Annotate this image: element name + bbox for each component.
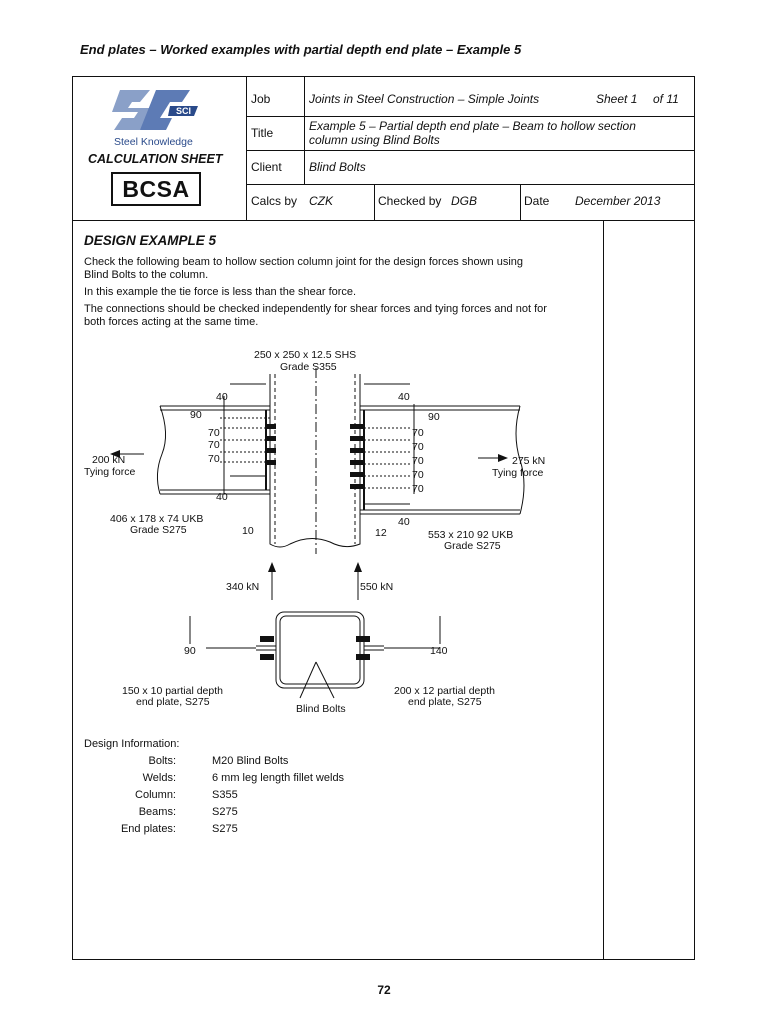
design-info-value: M20 Blind Bolts — [212, 755, 289, 767]
left-tying-force-value: 200 kN — [92, 454, 126, 466]
left-beam-grade: Grade S275 — [130, 524, 187, 536]
plan-left-plate-line2: end plate, S275 — [136, 696, 210, 708]
sheet-total: of 11 — [653, 92, 679, 106]
column-outline — [270, 374, 360, 547]
right-plate-thickness: 12 — [375, 527, 387, 539]
left-beam-section: 406 x 178 x 74 UKB — [110, 513, 204, 525]
client-value: Blind Bolts — [309, 160, 366, 174]
date-label: Date — [524, 194, 550, 208]
right-shear-force: 550 kN — [360, 581, 394, 593]
right-dim-70: 70 — [412, 469, 424, 481]
logo-brand: SCI — [176, 106, 192, 116]
header-rule — [72, 220, 695, 221]
title-value-line1: Example 5 – Partial depth end plate – Beam to hollow section — [309, 119, 636, 133]
design-info-value: S355 — [212, 789, 238, 801]
checked-by-label: Checked by — [378, 194, 442, 208]
calcs-by-label: Calcs by — [251, 194, 298, 208]
header-rule — [246, 116, 695, 117]
paragraph-1-line2: Blind Bolts to the column. — [84, 269, 209, 281]
right-dim-40-top: 40 — [398, 391, 410, 403]
plan-right-plate-line1: 200 x 12 partial depth — [394, 685, 495, 697]
document-title: End plates – Worked examples with partial depth end plate – Example 5 — [80, 42, 522, 57]
design-info-heading: Design Information: — [84, 738, 180, 750]
client-label: Client — [251, 160, 282, 174]
right-dim-70: 70 — [412, 483, 424, 495]
header-rule — [246, 184, 695, 185]
header-divider — [374, 184, 375, 220]
title-label: Title — [251, 126, 274, 140]
right-beam-flanges — [360, 406, 520, 514]
plan-right-plate-line2: end plate, S275 — [408, 696, 482, 708]
right-dim-70: 70 — [412, 441, 424, 453]
calcs-by-value: CZK — [309, 194, 333, 208]
sci-logo — [110, 84, 200, 136]
design-info-value: S275 — [212, 823, 238, 835]
right-dim-70: 70 — [412, 427, 424, 439]
left-dim-40-top: 40 — [216, 391, 228, 403]
design-info-label: Welds: — [142, 772, 176, 784]
paragraph-2: In this example the tie force is less than the shear force. — [84, 286, 357, 298]
left-dim-70: 70 — [208, 453, 220, 465]
design-example-heading: DESIGN EXAMPLE 5 — [84, 233, 217, 248]
right-dim-40-bottom: 40 — [398, 516, 410, 528]
right-tying-force-label: Tying force — [492, 467, 544, 479]
column-grade-label: Grade S355 — [280, 361, 337, 373]
calculation-sheet-label: CALCULATION SHEET — [88, 152, 223, 166]
sheet-number: Sheet 1 — [596, 92, 638, 106]
job-label: Job — [251, 92, 271, 106]
right-tying-force-value: 275 kN — [512, 455, 546, 467]
paragraph-1-line1: Check the following beam to hollow section column joint for the design forces shown using — [84, 256, 524, 268]
header-divider — [246, 76, 247, 220]
right-beam-section: 553 x 210 92 UKB — [428, 529, 514, 541]
header-divider — [304, 76, 305, 184]
right-dim-90: 90 — [428, 411, 440, 423]
paragraph-3-line2: both forces acting at the same time. — [84, 316, 259, 328]
plan-left-plate-line1: 150 x 10 partial depth — [122, 685, 223, 697]
logo-caption: Steel Knowledge — [114, 136, 193, 148]
left-beam-break — [157, 406, 165, 494]
checked-by-value: DGB — [451, 194, 478, 208]
header-rule — [246, 150, 695, 151]
paragraph-3-line1: The connections should be checked independently for shear forces and tying forces and not for — [84, 303, 547, 315]
left-dim-70: 70 — [208, 439, 220, 451]
left-dim-70: 70 — [208, 427, 220, 439]
job-value: Joints in Steel Construction – Simple Joints — [309, 92, 540, 106]
plan-right-dim: 140 — [430, 645, 448, 657]
joint-detail-figure — [80, 344, 604, 724]
left-dim-40-bottom: 40 — [216, 491, 228, 503]
blind-bolts-label: Blind Bolts — [296, 703, 346, 715]
left-plate-plan — [206, 646, 276, 650]
right-dim-70: 70 — [412, 455, 424, 467]
date-value: December 2013 — [575, 194, 661, 208]
right-plate-plan — [364, 646, 440, 650]
plan-left-dim: 90 — [184, 645, 196, 657]
blind-bolt-pointers — [300, 662, 334, 698]
page-number: 72 — [377, 983, 391, 997]
design-info-label: Bolts: — [148, 755, 176, 767]
design-info-label: Beams: — [138, 806, 176, 818]
design-info-label: Column: — [135, 789, 176, 801]
title-value-line2: column using Blind Bolts — [309, 133, 440, 147]
column-inner-walls — [275, 374, 355, 544]
column-section-label: 250 x 250 x 12.5 SHS — [254, 349, 357, 361]
left-plate-thickness: 10 — [242, 525, 254, 537]
bcsa-logo: BCSA — [111, 172, 201, 206]
design-info-value: S275 — [212, 806, 238, 818]
left-tying-force-label: Tying force — [84, 466, 136, 478]
left-dim-90: 90 — [190, 409, 202, 421]
right-beam-grade: Grade S275 — [444, 540, 501, 552]
design-info-value: 6 mm leg length fillet welds — [212, 772, 345, 784]
header-divider — [520, 184, 521, 220]
design-info-label: End plates: — [120, 823, 176, 835]
left-shear-force: 340 kN — [226, 581, 260, 593]
